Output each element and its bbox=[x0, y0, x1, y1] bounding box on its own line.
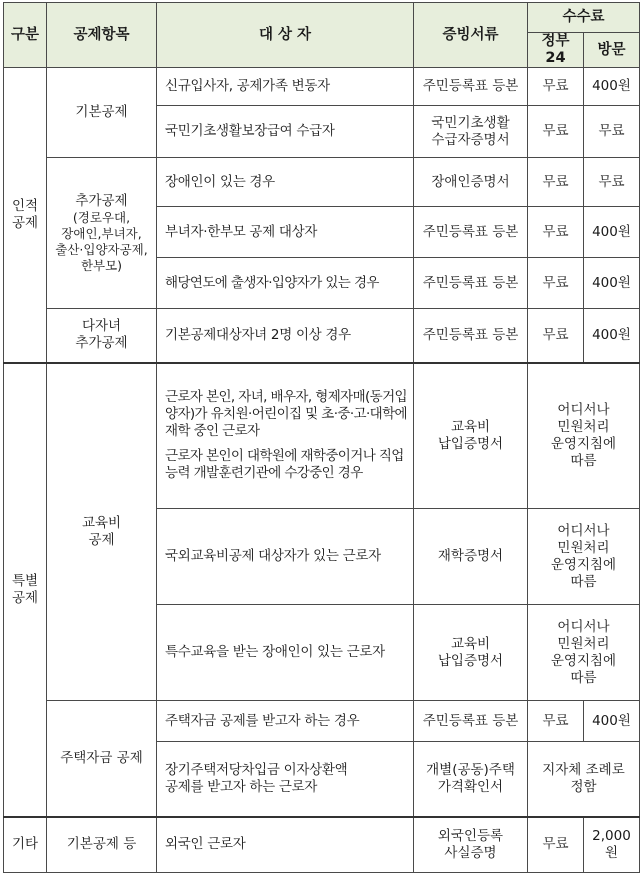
fee-visit-cell: 2,000원 bbox=[584, 817, 640, 873]
header-fee-visit: 방문 bbox=[584, 33, 640, 68]
docs-cell: 주민등록표 등본 bbox=[414, 309, 528, 363]
group-personal bbox=[4, 68, 47, 363]
fee-gov24-cell: 무료 bbox=[528, 106, 584, 158]
target-cell bbox=[157, 363, 414, 509]
target-cell: 기본공제대상자녀 2명 이상 경우 bbox=[157, 309, 414, 363]
table-row bbox=[4, 701, 640, 742]
item-education-label: 교육비 공제 bbox=[81, 514, 122, 548]
fee-cell bbox=[528, 605, 640, 701]
target-cell: 국민기초생활보장급여 수급자 bbox=[157, 106, 414, 158]
fee-text: 어디서나 민원처리 운영지침에 따름 bbox=[550, 618, 617, 686]
fee-gov24-cell: 무료 bbox=[528, 158, 584, 207]
docs-text: 교육비 납입증명서 bbox=[437, 635, 504, 669]
docs-text: 국민기초생활 수급자증명서 bbox=[431, 114, 510, 148]
item-housing: 주택자금 공제 bbox=[47, 701, 157, 817]
docs-text: 개별(공동)주택 가격확인서 bbox=[426, 761, 515, 795]
item-education bbox=[47, 363, 157, 701]
docs-cell bbox=[414, 605, 528, 701]
docs-cell: 주민등록표 등본 bbox=[414, 258, 528, 309]
docs-cell: 주민등록표 등본 bbox=[414, 207, 528, 258]
docs-cell bbox=[414, 106, 528, 158]
table-row bbox=[4, 817, 640, 873]
target-text-2: 근로자 본인이 대학원에 재학중이거나 직업능력 개발훈련기관에 수강중인 경우 bbox=[165, 448, 404, 482]
item-additional-detail: (경로우대, 장애인,부녀자, 출산·입양자공제, 한부모) bbox=[55, 209, 148, 273]
item-multi-child bbox=[47, 309, 157, 363]
group-label: 인적 공제 bbox=[11, 197, 39, 231]
header-fee-gov24: 정부24 bbox=[528, 33, 584, 68]
fee-gov24-cell: 무료 bbox=[528, 207, 584, 258]
header-row-1 bbox=[4, 3, 640, 33]
docs-cell: 장애인증명서 bbox=[414, 158, 528, 207]
group-special bbox=[4, 363, 47, 817]
fee-visit-cell: 400원 bbox=[584, 207, 640, 258]
table-row bbox=[4, 363, 640, 509]
item-basic: 기본공제 bbox=[47, 68, 157, 158]
target-cell: 신규입사자, 공제가족 변동자 bbox=[157, 68, 414, 106]
docs-cell: 주민등록표 등본 bbox=[414, 68, 528, 106]
fee-visit-cell: 400원 bbox=[584, 309, 640, 363]
item-additional-title: 추가공제 bbox=[75, 192, 128, 209]
target-text: 장기주택저당차입금 이자상환액 공제를 받고자 하는 근로자 bbox=[165, 761, 348, 795]
header-fee: 수수료 bbox=[528, 3, 640, 33]
target-cell: 주택자금 공제를 받고자 하는 경우 bbox=[157, 701, 414, 742]
item-basic-etc: 기본공제 등 bbox=[47, 817, 157, 873]
group-other: 기타 bbox=[4, 817, 47, 873]
fee-cell bbox=[528, 509, 640, 605]
target-cell: 외국인 근로자 bbox=[157, 817, 414, 873]
fee-text: 어디서나 민원처리 운영지침에 따름 bbox=[550, 401, 617, 469]
target-cell: 부녀자·한부모 공제 대상자 bbox=[157, 207, 414, 258]
target-cell: 국외교육비공제 대상자가 있는 근로자 bbox=[157, 509, 414, 605]
fee-visit-cell: 400원 bbox=[584, 258, 640, 309]
fee-text: 지자체 조례로 정함 bbox=[542, 761, 625, 795]
docs-cell: 재학증명서 bbox=[414, 509, 528, 605]
fee-cell bbox=[528, 363, 640, 509]
target-cell: 장애인이 있는 경우 bbox=[157, 158, 414, 207]
item-multi-child-label: 다자녀 추가공제 bbox=[75, 318, 128, 352]
fee-gov24-cell: 무료 bbox=[528, 68, 584, 106]
item-additional bbox=[47, 158, 157, 309]
docs-text: 외국인등록 사실증명 bbox=[437, 827, 504, 861]
fee-visit-cell: 무료 bbox=[584, 106, 640, 158]
fee-cell bbox=[528, 742, 640, 817]
table-row bbox=[4, 309, 640, 363]
target-cell: 특수교육을 받는 장애인이 있는 근로자 bbox=[157, 605, 414, 701]
fee-text: 어디서나 민원처리 운영지침에 따름 bbox=[550, 522, 617, 590]
fee-table bbox=[3, 2, 640, 873]
header-item: 공제항목 bbox=[47, 3, 157, 68]
fee-gov24-cell: 무료 bbox=[528, 258, 584, 309]
fee-visit-cell: 무료 bbox=[584, 158, 640, 207]
target-cell bbox=[157, 742, 414, 817]
table-row bbox=[4, 158, 640, 207]
docs-cell: 주민등록표 등본 bbox=[414, 701, 528, 742]
header-docs: 증빙서류 bbox=[414, 3, 528, 68]
fee-gov24-cell: 무료 bbox=[528, 817, 584, 873]
target-cell: 해당연도에 출생자·입양자가 있는 경우 bbox=[157, 258, 414, 309]
docs-cell bbox=[414, 817, 528, 873]
header-category: 구분 bbox=[4, 3, 47, 68]
table-row bbox=[4, 68, 640, 106]
docs-cell bbox=[414, 742, 528, 817]
docs-text: 교육비 납입증명서 bbox=[437, 418, 504, 452]
group-label: 특별 공제 bbox=[11, 572, 39, 606]
fee-visit-cell: 400원 bbox=[584, 68, 640, 106]
fee-gov24-cell: 무료 bbox=[528, 309, 584, 363]
fee-visit-cell: 400원 bbox=[584, 701, 640, 742]
target-text: 근로자 본인, 자녀, 배우자, 형제자매(동거입양자)가 유치원·어린이집 및 초·중·고·대학에 재학 중인 근로자 bbox=[165, 389, 408, 440]
docs-cell bbox=[414, 363, 528, 509]
fee-gov24-cell: 무료 bbox=[528, 701, 584, 742]
header-target: 대 상 자 bbox=[157, 3, 414, 68]
